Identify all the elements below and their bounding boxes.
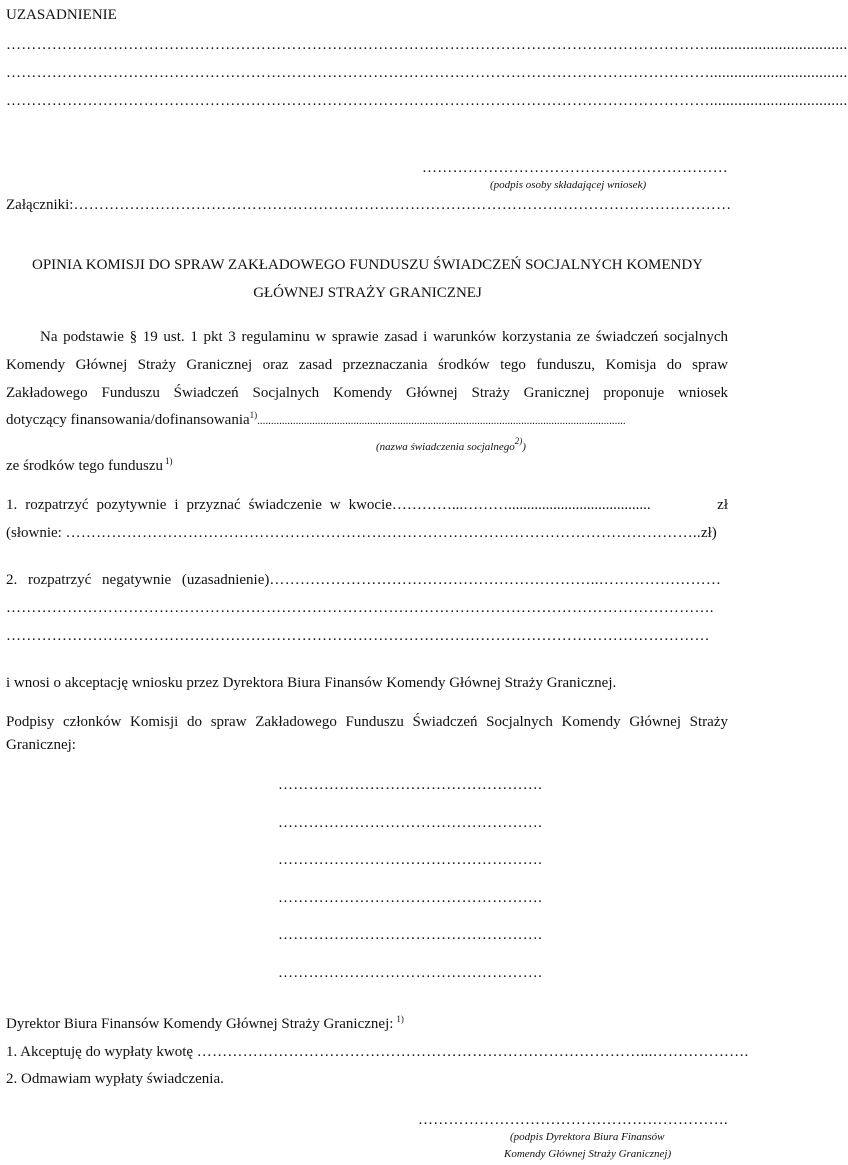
opinion-title-line-1: OPINIA KOMISJI DO SPRAW ZAKŁADOWEGO FUNDUSZU ŚWIADCZEŃ SOCJALNYCH KOMENDY: [31, 257, 704, 273]
justification-line-2[interactable]: …………………………………………………………………………………………………………………………..................................: [6, 65, 848, 81]
applicant-signature-caption: (podpis osoby składającej wniosek): [490, 179, 647, 191]
director-accept-row: [6, 1045, 749, 1060]
director-heading: Dyrektor Biura Finansów Komendy Głównej Straży Granicznej: $^{1)}$: [6, 1014, 404, 1032]
member-signature-line[interactable]: …………………………………………….: [278, 814, 543, 831]
footnote-1-ref: 1): [249, 410, 258, 420]
director-signature-line[interactable]: …………………………………………………….: [417, 1112, 728, 1128]
opinion-paragraph-line-3: Zakładowego Funduszu Świadczeń Socjalnych Komendy Głównej Straży Granicznej proponuje wniosek: [6, 385, 728, 401]
members-signatures-label-line-1: Podpisy członków Komisji do spraw Zakładowego Funduszu Świadczeń Socjalnych Komendy Głównej Straży: [6, 714, 728, 730]
negative-justification-field[interactable]: ………………………………………………………..……………………: [269, 572, 722, 588]
option-positive-row: [6, 498, 728, 513]
amount-in-words-label: (słownie:: [6, 525, 62, 541]
member-signature-line[interactable]: …………………………………………….: [278, 889, 543, 906]
acceptance-request-text: i wnosi o akceptację wniosku przez Dyrektora Biura Finansów Komendy Głównej Straży Granicznej.: [6, 675, 617, 691]
attachments-row: [6, 198, 731, 213]
benefit-name-field[interactable]: ......................................................................................................................................: [257, 415, 626, 427]
option-positive-text: 1. rozpatrzyć pozytywnie i przyznać świadczenie w kwocie: [6, 497, 392, 513]
director-signature-caption-line-2: Komendy Głównej Straży Granicznej): [504, 1148, 672, 1160]
negative-justification-line-3[interactable]: …………………………………………………………………………………………………………………………: [6, 628, 710, 644]
opinion-paragraph-line-1: Na podstawie § 19 ust. 1 pkt 3 regulaminu w sprawie zasad i warunków korzystania ze świadczeń socjalnych: [40, 329, 728, 345]
director-signature-caption-line-1: (podpis Dyrektora Biura Finansów: [510, 1131, 665, 1143]
amount-unit: zł: [717, 497, 728, 513]
amount-in-words-field[interactable]: ……………………………………………………………………………………………………………..: [65, 525, 701, 541]
member-signature-line[interactable]: …………………………………………….: [278, 927, 543, 943]
footnote-1-ref-2: 1): [165, 456, 173, 466]
justification-line-1[interactable]: …………………………………………………………………………………………………………………………..................................: [6, 37, 848, 53]
members-signature-list: [278, 778, 542, 1003]
members-signatures-label-line-2: Granicznej:: [6, 737, 76, 753]
benefit-name-caption: (nazwa świadczenia socjalnego$^{2)}$): [376, 436, 526, 453]
financing-label: dotyczący finansowania/dofinansowania: [6, 412, 250, 428]
option-negative-row: [6, 573, 721, 588]
fund-source-text: ze środków tego funduszu $^{1)}$: [6, 456, 173, 474]
footnote-1-ref-3: 1): [396, 1014, 404, 1024]
opinion-paragraph-line-2: Komendy Głównej Straży Granicznej oraz zasad przeznaczania środków tego funduszu, Komisja do spraw: [6, 357, 728, 373]
opinion-title-line-2: GŁÓWNEJ STRAŻY GRANICZNEJ: [253, 285, 482, 301]
member-signature-line[interactable]: …………………………………………….: [278, 964, 543, 981]
applicant-signature-line[interactable]: ……………………………………………………: [422, 160, 728, 176]
attachments-label: Załączniki:: [6, 197, 74, 213]
director-accept-text: 1. Akceptuję do wypłaty kwotę: [6, 1044, 194, 1060]
amount-in-words-unit: zł): [700, 525, 717, 541]
amount-in-words-row: [6, 526, 717, 541]
director-refuse-text: 2. Odmawiam wypłaty świadczenia.: [6, 1071, 224, 1087]
accepted-amount-field[interactable]: ……………………………………………………………………………...……………….: [196, 1044, 749, 1060]
opinion-paragraph-line-4: [6, 410, 626, 428]
attachments-field[interactable]: …………………………………………………………………………………………………………………: [73, 197, 732, 213]
member-signature-line[interactable]: …………………………………………….: [278, 777, 543, 793]
member-signature-line[interactable]: …………………………………………….: [278, 852, 543, 868]
negative-justification-line-2[interactable]: ………………………………………………………………………………………………………………………….: [6, 600, 714, 616]
justification-line-3[interactable]: …………………………………………………………………………………………………………………………..................................: [6, 93, 848, 109]
amount-field[interactable]: …………...………......................................: [391, 497, 651, 513]
footnote-2-ref: 2): [514, 436, 523, 446]
justification-heading: UZASADNIENIE: [6, 7, 117, 23]
option-negative-text: 2. rozpatrzyć negatywnie (uzasadnienie): [6, 572, 270, 588]
